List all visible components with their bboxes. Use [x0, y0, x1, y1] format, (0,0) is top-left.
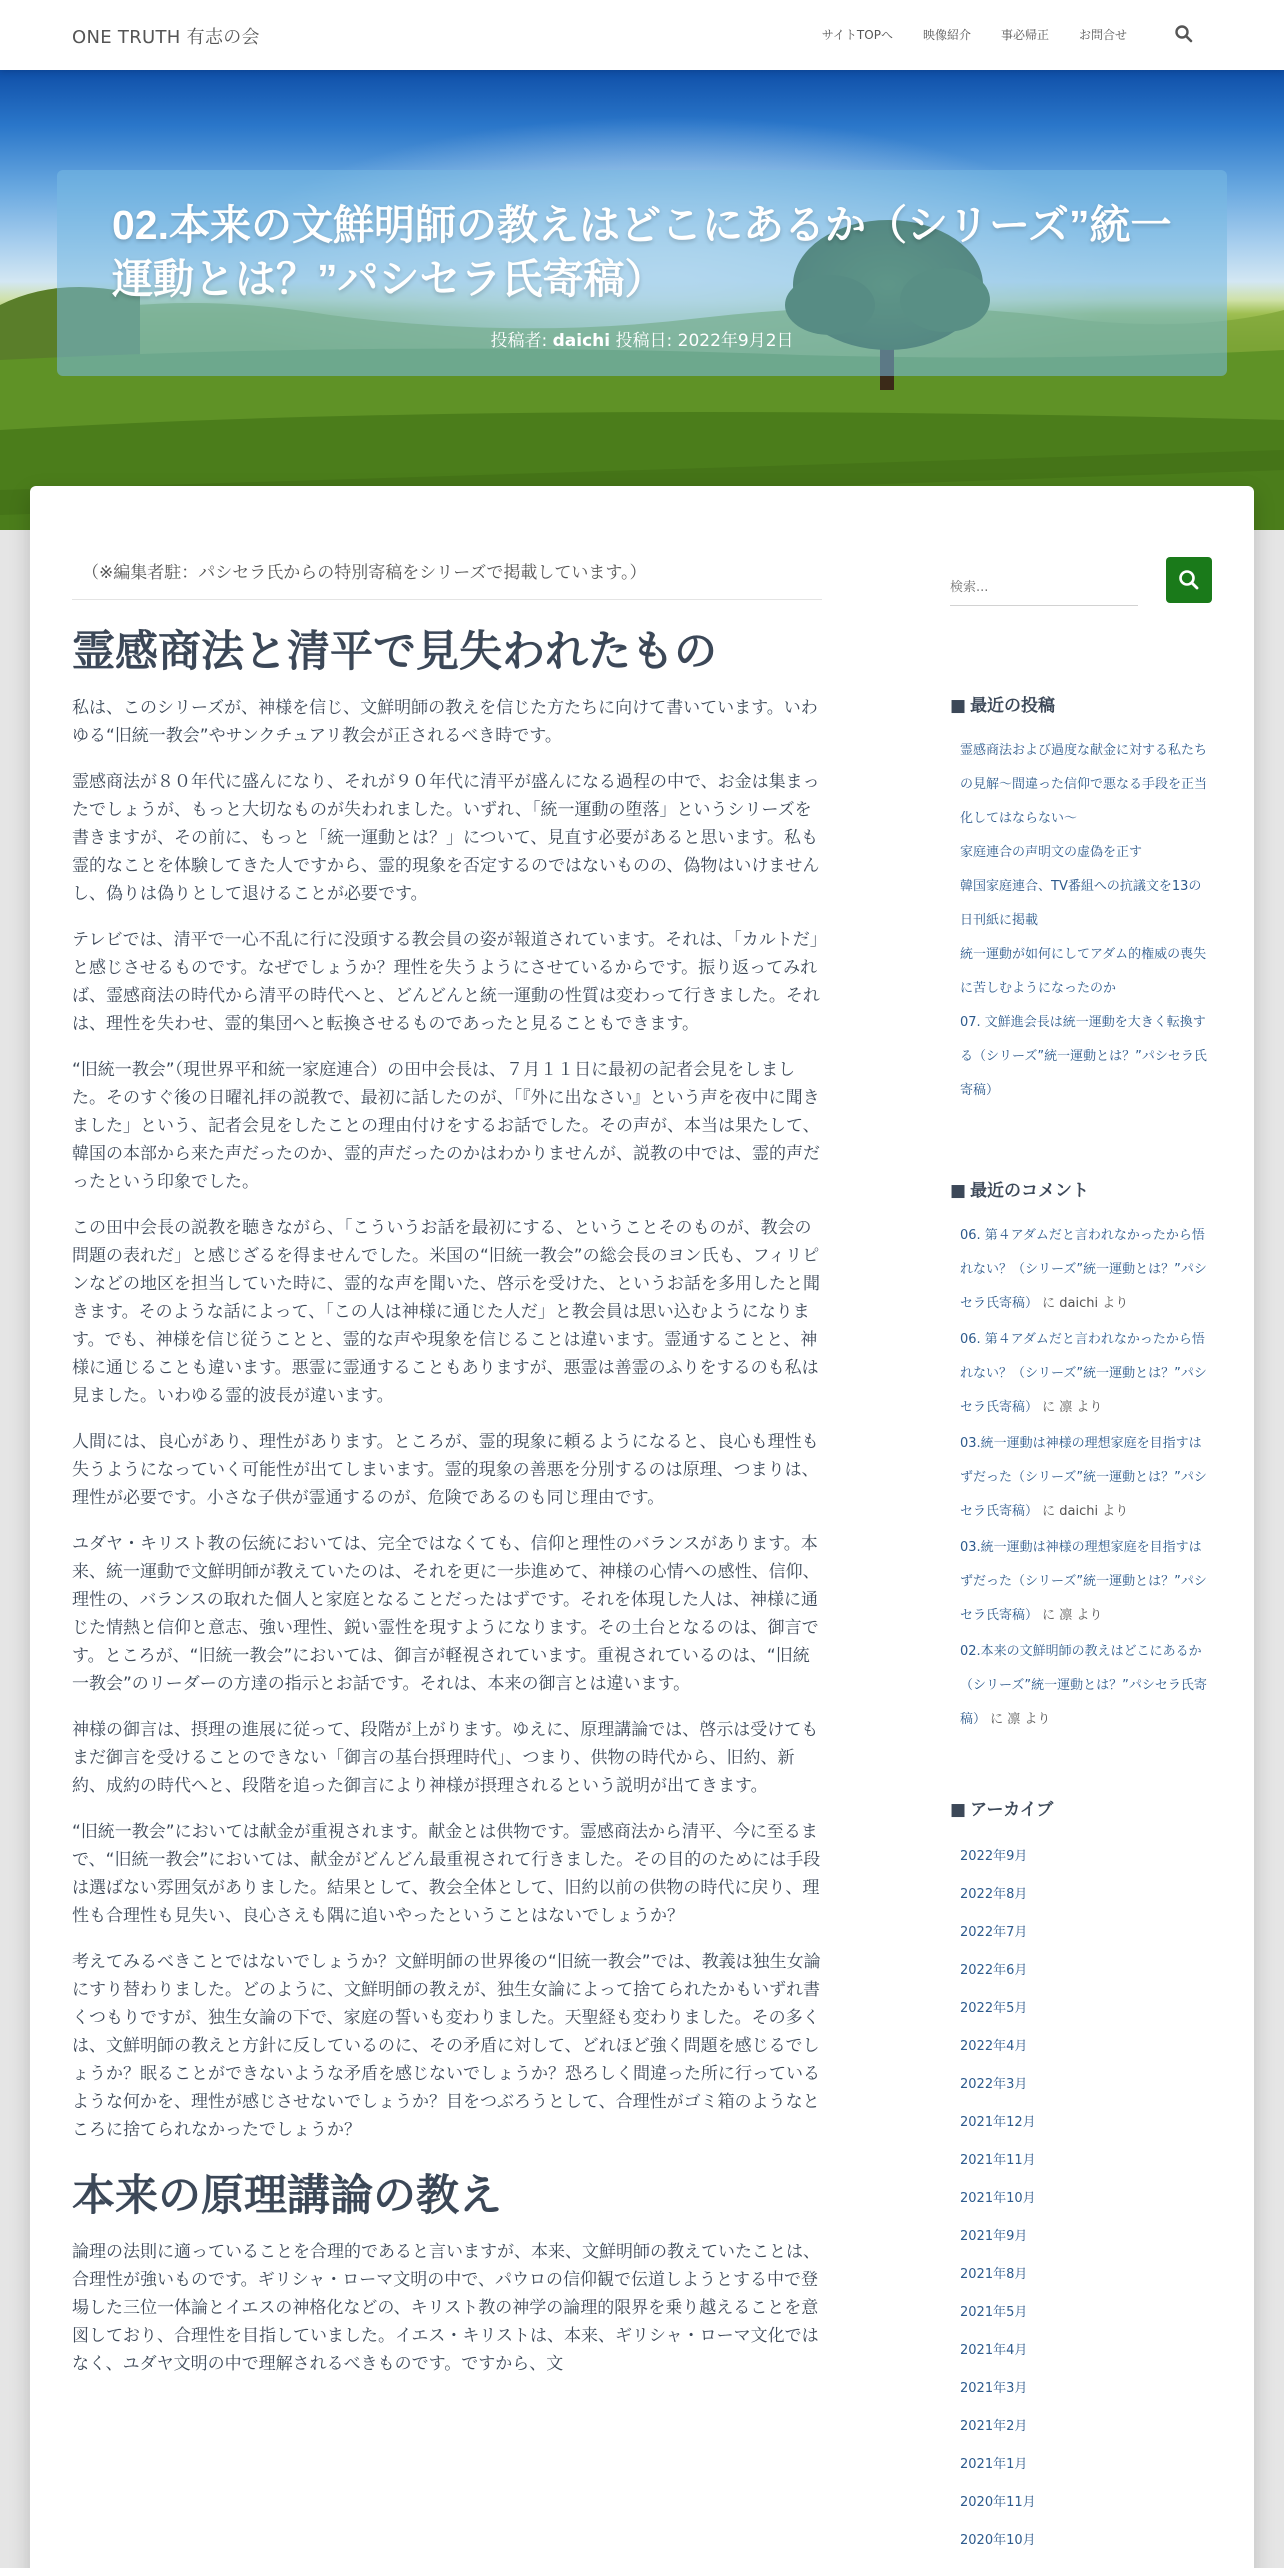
hero-banner [0, 70, 1284, 530]
search-icon[interactable] [1174, 24, 1194, 44]
article-paragraph: この田中会長の説教を聴きながら、「こういうお話を最初にする、ということそのものが、教会の問題の表れだ」と感じざるを得ませんでした。米国の“旧統一教会”の総会長のヨン氏も、フィリピンなどの地区を担当していた時に、霊的な声を聞いた、啓示を受けた、というお話を多用したと聞きます。そのような話によって、「この人は神様に通じた人だ」と教会員は思い込むようになります。でも、神様を信じ従うことと、霊的な声や現象を信じることは違います。霊通することと、神様に通じることも違います。悪霊に霊通することもありますが、悪霊は善霊のふりをするのも私は見ました。いわゆる霊的波長が違います。 [72, 1218, 820, 1406]
section-heading-2: 本来の原理講論の教え [72, 2171, 502, 2221]
section-heading-1: 霊感商法と清平で見失われたもの [72, 627, 717, 677]
archive-link[interactable]: 2022年4月 [960, 2039, 1028, 2054]
comment-author: 凛 [1007, 1712, 1021, 1727]
comment-post-link[interactable]: 03.統一運動は神様の理想家庭を目指すはずだった（シリーズ”統一運動とは？”パシセラ氏寄稿） [960, 1540, 1207, 1623]
top-navbar [0, 0, 1284, 70]
article-paragraph: テレビでは、清平で一心不乱に行に没頭する教会員の姿が報道されています。それは、「カルトだ」と感じさせるものです。なぜでしょうか？理性を失うようにさせているからです。振り返ってみれば、霊感商法の時代から清平の時代へと、どんどんと統一運動の性質は変わって行きました。それは、理性を失わせ、霊的集団へと転換させるものであったと見ることもできます。 [72, 930, 820, 1034]
recent-posts-title: ■ 最近の投稿 [950, 696, 1056, 716]
post-title: 02.本来の文鮮明師の教えはどこにあるか（シリーズ”統一運動とは？”パシセラ氏寄稿） [112, 202, 1172, 302]
article-paragraph: 霊感商法が８０年代に盛んになり、それが９０年代に清平が盛んになる過程の中で、お金は集まったでしょうが、もっと大切なものが失われました。いずれ、「統一運動の堕落」というシリーズを書きますが、その前に、もっと「統一運動とは？」について、見直す必要があると思います。私も霊的なことを体験してきた人ですから、霊的現象を否定するのではないものの、偽物はいけませんし、偽りは偽りとして退けることが必要です。 [72, 772, 820, 904]
archive-link[interactable]: 2022年7月 [960, 1925, 1028, 1940]
archive-link[interactable]: 2021年12月 [960, 2115, 1036, 2130]
comment-post-link[interactable]: 02.本来の文鮮明師の教えはどこにあるか（シリーズ”統一運動とは？”パシセラ氏寄稿） [960, 1644, 1207, 1727]
archive-link[interactable]: 2020年11月 [960, 2495, 1036, 2510]
nav-menu [807, 26, 1142, 43]
search-icon [1166, 557, 1212, 603]
article-paragraph: 論理の法則に適っていることを合理的であると言いますが、本来、文鮮明師の教えていたことは、合理性が強いものです。ギリシャ・ローマ文明の中で、パウロの信仰観で伝道しようとする中で登場した三位一体論とイエスの神格化などの、キリスト教の神学の論理的限界を乗り越えることを意図しており、合理性を目指していました。イエス・キリストは、本来、ギリシャ・ローマ文化ではなく、ユダヤ文明の中で理解されるべきものです。ですから、文 [72, 2242, 820, 2374]
recent-post-link[interactable]: 統一運動が如何にしてアダム的権威の喪失に苦しむようになったのか [960, 947, 1207, 996]
recent-post-link[interactable]: 家庭連合の声明文の虚偽を正す [960, 845, 1143, 860]
recent-comments-title: ■ 最近のコメント [950, 1181, 1090, 1201]
recent-comment-item: 06. 第４アダムだと言われなかったから悟れない？（シリーズ”統一運動とは？”パシセラ氏寄稿） に daichi より [960, 1228, 1207, 1311]
post-meta [0, 326, 1284, 351]
article-paragraph: 私は、このシリーズが、神様を信じ、文鮮明師の教えを信じた方たちに向けて書いています。いわゆる“旧統一教会”やサンクチュアリ教会が正されるべき時です。 [72, 698, 818, 746]
archive-link[interactable]: 2021年11月 [960, 2153, 1036, 2168]
nav-item-site-top[interactable]: サイトTOPへ [821, 28, 893, 42]
archive-link[interactable]: 2022年8月 [960, 1887, 1028, 1902]
nav-item-jipil[interactable]: 事必帰正 [1000, 28, 1049, 42]
archive-link[interactable]: 2022年9月 [960, 1849, 1028, 1864]
comment-post-link[interactable]: 06. 第４アダムだと言われなかったから悟れない？（シリーズ”統一運動とは？”パシセラ氏寄稿） [960, 1228, 1207, 1311]
recent-comment-item: 03.統一運動は神様の理想家庭を目指すはずだった（シリーズ”統一運動とは？”パシセラ氏寄稿） に 凛 より [960, 1540, 1207, 1623]
archives-title: ■ アーカイブ [950, 1800, 1054, 1820]
article-paragraph: “旧統一教会”においては献金が重視されます。献金とは供物です。霊感商法から清平、今に至るまで、“旧統一教会”においては、献金がどんどん最重視されて行きました。その目的のためには手段は選ばない雰囲気がありました。結果として、教会全体として、旧約以前の供物の時代に戻り、理性も合理性も見失い、良心さえも隅に追いやったということはないでしょうか？ [72, 1822, 821, 1926]
archive-link[interactable]: 2021年8月 [960, 2267, 1028, 2282]
meta-date: 投稿日: 2022年9月2日 [615, 331, 794, 351]
recent-comment-item: 03.統一運動は神様の理想家庭を目指すはずだった（シリーズ”統一運動とは？”パシセラ氏寄稿） に daichi より [960, 1436, 1207, 1519]
comment-post-link[interactable]: 03.統一運動は神様の理想家庭を目指すはずだった（シリーズ”統一運動とは？”パシセラ氏寄稿） [960, 1436, 1207, 1519]
recent-post-link[interactable]: 霊感商法および過度な献金に対する私たちの見解～間違った信仰で悪なる手段を正当化してはならない～ [960, 743, 1208, 826]
search-button[interactable] [1166, 557, 1212, 603]
archive-link[interactable]: 2021年2月 [960, 2419, 1028, 2434]
archive-link[interactable]: 2021年5月 [960, 2305, 1028, 2320]
article-paragraph: “旧統一教会”（現世界平和統一家庭連合）の田中会長は、７月１１日に最初の記者会見をしました。そのすぐ後の日曜礼拝の説教で、最初に話したのが、「『外に出なさい』という声を夜中に聞きました」という、記者会見をしたことの理由付けをするお話でした。その声が、本当は果たして、韓国の本部から来た声だったのか、霊的声だったのかはわかりませんが、説教の中では、霊的声だったという印象でした。 [72, 1060, 820, 1192]
article-paragraph: ユダヤ・キリスト教の伝統においては、完全ではなくても、信仰と理性のバランスがあります。本来、統一運動で文鮮明師が教えていたのは、それを更に一歩進めて、神様の心情への感性、信仰、理性の、バランスの取れた個人と家庭となることだったはずです。それを体現した人は、神様に通じた情熱と信仰と意志、強い理性、鋭い霊性を現すようになります。その土台となるのは、御言です。ところが、“旧統一教会”においては、御言が軽視されています。重視されているのは、“旧統一教会”のリーダーの方達の指示とお話です。それは、本来の御言とは違います。 [72, 1534, 820, 1694]
nav-item-contact[interactable]: お問合せ [1078, 28, 1127, 42]
comment-post-link[interactable]: 06. 第４アダムだと言われなかったから悟れない？（シリーズ”統一運動とは？”パシセラ氏寄稿） [960, 1332, 1207, 1415]
recent-comment-item: 06. 第４アダムだと言われなかったから悟れない？（シリーズ”統一運動とは？”パシセラ氏寄稿） に 凛 より [960, 1332, 1207, 1415]
recent-post-link[interactable]: 韓国家庭連合、TV番組への抗議文を13の日刊紙に掲載 [960, 879, 1202, 928]
meta-author-link[interactable]: daichi [552, 331, 611, 351]
archive-link[interactable]: 2022年5月 [960, 2001, 1028, 2016]
site-brand[interactable]: ONE TRUTH 有志の会 [72, 27, 260, 48]
article-paragraph: 考えてみるべきことではないでしょうか？文鮮明師の世界後の“旧統一教会”では、教義は独生女論にすり替わりました。どのように、文鮮明師の教えが、独生女論によって捨てられたかもいずれ書くつもりですが、独生女論の下で、家庭の誓いも変わりました。天聖経も変わりました。その多くは、文鮮明師の教えと方針に反しているのに、その矛盾に対して、どれほど強く問題を感じるでしょうか？眠ることができないような矛盾を感じないでしょうか？恐ろしく間違った所に行っているような何かを、理性が感じさせないでしょうか？目をつぶろうとして、合理性がゴミ箱のようなところに捨てられなかったでしょうか？ [72, 1952, 821, 2140]
search-input[interactable] [950, 570, 1138, 606]
article-paragraph: 人間には、良心があり、理性があります。ところが、霊的現象に頼るようになると、良心も理性も失うようになっていく可能性が出てしまいます。霊的現象の善悪を分別するのは原理、つまりは、理性が必要です。小さな子供が霊通するのが、危険であるのも同じ理由です。 [72, 1432, 819, 1508]
recent-posts-widget [950, 691, 1212, 1108]
archive-link[interactable]: 2022年6月 [960, 1963, 1028, 1978]
archives-widget [950, 1795, 1212, 2560]
meta-author-prefix: 投稿者: [490, 331, 548, 351]
comment-author[interactable]: daichi [1059, 1296, 1099, 1311]
archive-link[interactable]: 2021年1月 [960, 2457, 1028, 2472]
archive-list [950, 1838, 1212, 2560]
nav-item-videos[interactable]: 映像紹介 [922, 28, 971, 42]
article-paragraph: 神様の御言は、摂理の進展に従って、段階が上がります。ゆえに、原理講論では、啓示は受けてもまだ御言を受けることのできない「御言の基台摂理時代」、つまり、供物の時代から、旧約、新約、成約の時代へと、段階を追った御言により神様が摂理されるという説明が出てきます。 [72, 1720, 819, 1796]
archive-link[interactable]: 2022年3月 [960, 2077, 1028, 2092]
recent-comment-item: 02.本来の文鮮明師の教えはどこにあるか（シリーズ”統一運動とは？”パシセラ氏寄稿） に 凛 より [960, 1644, 1207, 1727]
archive-link[interactable]: 2021年9月 [960, 2229, 1028, 2244]
article-content [72, 553, 822, 2396]
archive-link[interactable]: 2021年10月 [960, 2191, 1036, 2206]
archive-link[interactable]: 2021年3月 [960, 2381, 1028, 2396]
comment-author[interactable]: daichi [1059, 1504, 1099, 1519]
recent-post-link[interactable]: 07. 文鮮進会長は統一運動を大きく転換する（シリーズ”統一運動とは？”パシセラ氏寄稿） [960, 1015, 1207, 1098]
archive-link[interactable]: 2020年10月 [960, 2533, 1036, 2548]
comment-author: 凛 [1059, 1400, 1073, 1415]
recent-comments-widget [950, 1176, 1212, 1739]
comment-author: 凛 [1059, 1608, 1073, 1623]
editor-note: （※編集者駐：パシセラ氏からの特別寄稿をシリーズで掲載しています。） [72, 553, 822, 600]
archive-link[interactable]: 2021年4月 [960, 2343, 1028, 2358]
